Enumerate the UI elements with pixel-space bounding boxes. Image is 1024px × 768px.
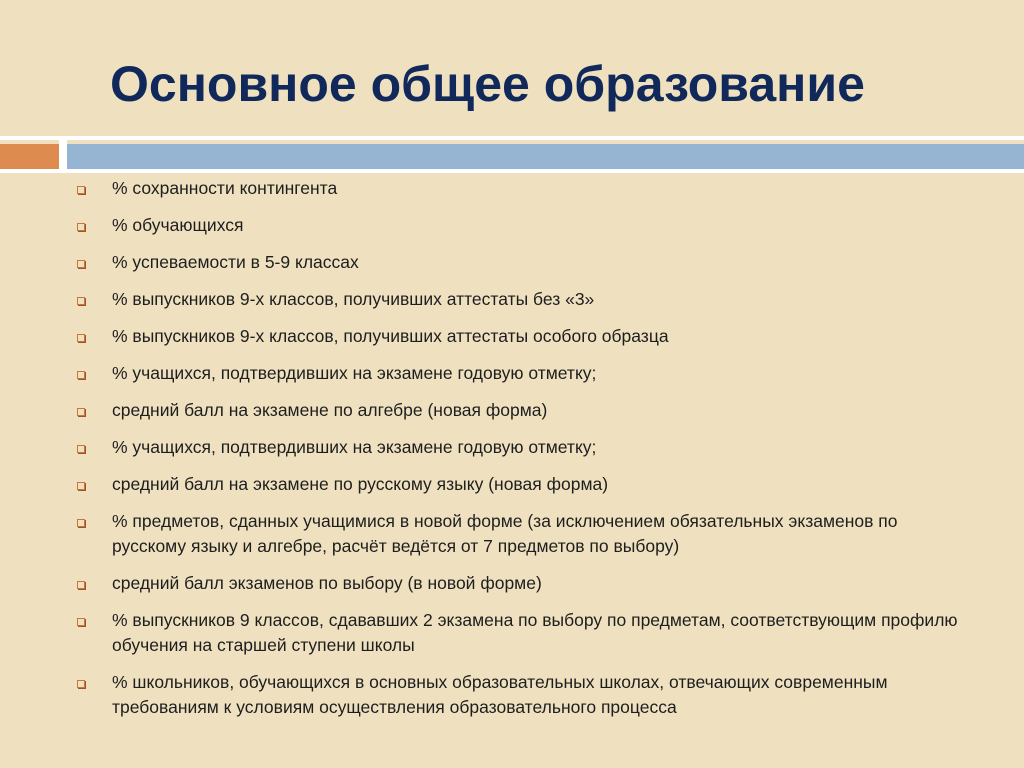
list-item — [76, 287, 976, 312]
list-item-text: % учащихся, подтвердивших на экзамене годовую отметку; — [112, 363, 597, 383]
list-item — [76, 571, 976, 596]
list-item-text: % успеваемости в 5-9 классах — [112, 252, 359, 272]
list-item — [76, 435, 976, 460]
square-bullet-icon — [77, 519, 85, 527]
list-item — [76, 250, 976, 275]
square-bullet-icon — [77, 618, 85, 626]
bullet-list — [76, 176, 976, 732]
list-item-text: % выпускников 9-х классов, получивших аттестаты без «3» — [112, 289, 595, 309]
list-item-text: средний балл на экзамене по русскому языку (новая форма) — [112, 474, 609, 494]
list-item-text: % предметов, сданных учащимися в новой форме (за исключением обязательных экзаменов по русскому языку и алгебре, расчёт ведётся от 7 предметов по выбору) — [112, 511, 898, 556]
list-item-text: средний балл экзаменов по выбору (в новой форме) — [112, 573, 542, 593]
square-bullet-icon — [77, 334, 85, 342]
square-bullet-icon — [77, 581, 85, 589]
list-item — [76, 176, 976, 201]
square-bullet-icon — [77, 260, 85, 268]
list-item-text: % обучающихся — [112, 215, 244, 235]
list-item-text: % сохранности контингента — [112, 178, 338, 198]
list-item — [76, 472, 976, 497]
list-item — [76, 608, 976, 658]
square-bullet-icon — [77, 223, 85, 231]
square-bullet-icon — [77, 297, 85, 305]
list-item — [76, 213, 976, 238]
square-bullet-icon — [77, 445, 85, 453]
list-item — [76, 361, 976, 386]
square-bullet-icon — [77, 408, 85, 416]
title-divider-top — [0, 136, 1024, 140]
list-item — [76, 398, 976, 423]
accent-bar-blue — [67, 144, 1024, 169]
square-bullet-icon — [77, 680, 85, 688]
list-item — [76, 509, 976, 559]
square-bullet-icon — [77, 186, 85, 194]
list-item-text: средний балл на экзамене по алгебре (новая форма) — [112, 400, 548, 420]
square-bullet-icon — [77, 482, 85, 490]
slide-title: Основное общее образование — [110, 56, 865, 112]
list-item-text: % школьников, обучающихся в основных образовательных школах, отвечающих современным требованиям к условиям осуществления образовательного процесса — [112, 672, 888, 717]
list-item — [76, 324, 976, 349]
title-divider-bottom — [0, 169, 1024, 173]
square-bullet-icon — [77, 371, 85, 379]
list-item-text: % учащихся, подтвердивших на экзамене годовую отметку; — [112, 437, 597, 457]
list-item — [76, 670, 976, 720]
list-item-text: % выпускников 9 классов, сдававших 2 экзамена по выбору по предметам, соответствующим профилю обучения на старшей ступени школы — [112, 610, 958, 655]
accent-bar-orange — [0, 144, 59, 169]
list-item-text: % выпускников 9-х классов, получивших аттестаты особого образца — [112, 326, 669, 346]
